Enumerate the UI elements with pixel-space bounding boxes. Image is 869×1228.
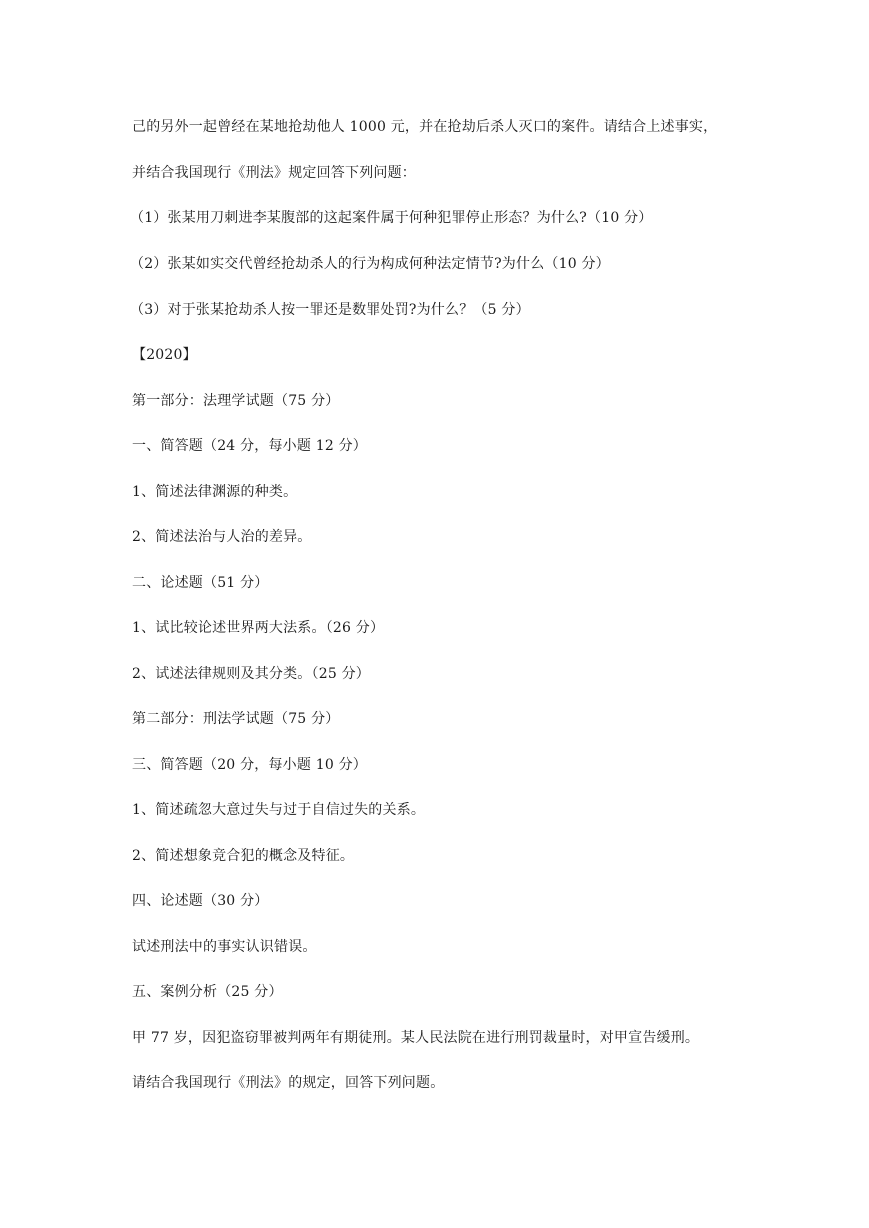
case-text: 请结合我国现行《刑法》的规定，回答下列问题。 xyxy=(132,1075,445,1091)
question-item: 1、试比较论述世界两大法系。（26 分） xyxy=(132,620,385,636)
question-item: （2）张某如实交代曾经抢劫杀人的行为构成何种法定情节?为什么（10 分） xyxy=(130,256,610,272)
question-item: 2、简述想象竞合犯的概念及特征。 xyxy=(132,848,355,864)
question-item: 2、简述法治与人治的差异。 xyxy=(132,529,312,545)
question-item: （3）对于张某抢劫杀人按一罪还是数罪处罚?为什么？（5 分） xyxy=(130,302,530,318)
section-heading: 第二部分：刑法学试题（75 分） xyxy=(132,711,340,727)
question-item: 1、简述法律渊源的种类。 xyxy=(132,484,298,500)
subsection-heading: 五、案例分析（25 分） xyxy=(132,984,283,1000)
text-line: 己的另外一起曾经在某地抢劫他人 1000 元，并在抢劫后杀人灭口的案件。请结合上述事实， xyxy=(132,119,718,135)
question-item: 试述刑法中的事实认识错误。 xyxy=(132,939,317,955)
subsection-heading: 三、简答题（20 分，每小题 10 分） xyxy=(132,757,367,773)
subsection-heading: 一、简答题（24 分，每小题 12 分） xyxy=(132,438,367,454)
question-item: （1）张某用刀刺进李某腹部的这起案件属于何种犯罪停止形态？为什么?（10 分） xyxy=(130,210,653,226)
subsection-heading: 二、论述题（51 分） xyxy=(132,575,269,591)
text-line: 并结合我国现行《刑法》规定回答下列问题： xyxy=(132,165,416,181)
section-heading: 第一部分：法理学试题（75 分） xyxy=(132,393,340,409)
subsection-heading: 四、论述题（30 分） xyxy=(132,893,269,909)
question-item: 1、简述疏忽大意过失与过于自信过失的关系。 xyxy=(132,802,426,818)
year-heading: 【2020】 xyxy=(132,347,197,363)
question-item: 2、试述法律规则及其分类。（25 分） xyxy=(132,666,370,682)
case-text: 甲 77 岁，因犯盗窃罪被判两年有期徒刑。某人民法院在进行刑罚裁量时，对甲宣告缓刑。 xyxy=(132,1030,700,1046)
